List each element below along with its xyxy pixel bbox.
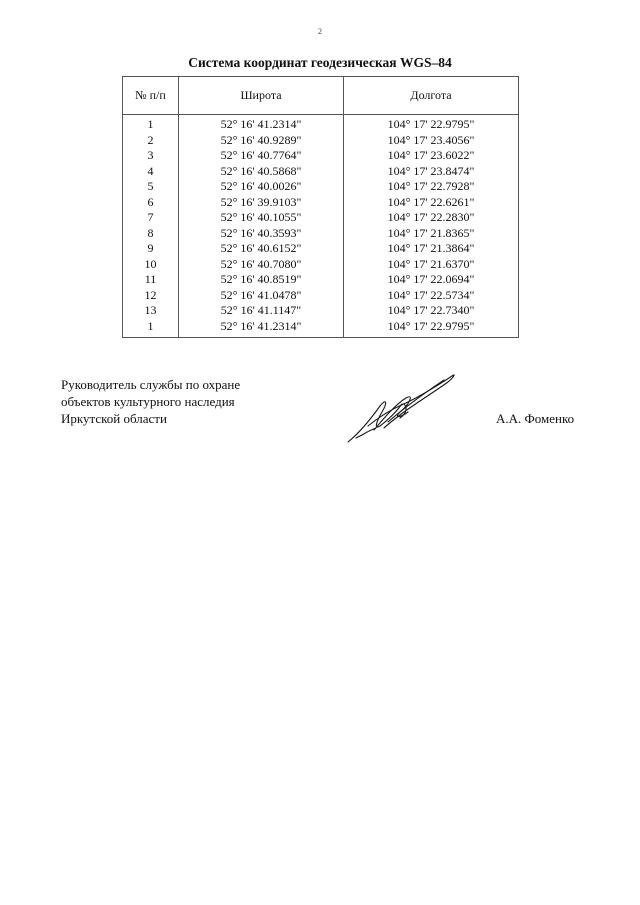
table-row xyxy=(123,179,519,195)
column-header-longitude: Долгота xyxy=(344,77,519,115)
cell-number: 5 xyxy=(123,179,179,195)
cell-longitude: 104° 17' 22.9795" xyxy=(344,115,519,133)
coordinates-table xyxy=(122,76,519,338)
cell-longitude: 104° 17' 22.7928" xyxy=(344,179,519,195)
cell-longitude: 104° 17' 21.6370" xyxy=(344,257,519,273)
position-line: объектов культурного наследия xyxy=(61,394,235,409)
cell-latitude: 52° 16' 40.8519" xyxy=(179,272,344,288)
cell-number: 13 xyxy=(123,303,179,319)
cell-number: 1 xyxy=(123,319,179,338)
cell-longitude: 104° 17' 22.5734" xyxy=(344,288,519,304)
cell-number: 7 xyxy=(123,210,179,226)
cell-longitude: 104° 17' 21.8365" xyxy=(344,226,519,242)
cell-longitude: 104° 17' 23.6022" xyxy=(344,148,519,164)
table-row xyxy=(123,133,519,149)
cell-latitude: 52° 16' 40.1055" xyxy=(179,210,344,226)
document-title: Система координат геодезическая WGS–84 xyxy=(188,55,452,70)
cell-number: 2 xyxy=(123,133,179,149)
table-row xyxy=(123,226,519,242)
cell-latitude: 52° 16' 40.6152" xyxy=(179,241,344,257)
table-row xyxy=(123,210,519,226)
cell-longitude: 104° 17' 22.9795" xyxy=(344,319,519,338)
cell-latitude: 52° 16' 40.5868" xyxy=(179,164,344,180)
table-row xyxy=(123,319,519,338)
cell-longitude: 104° 17' 22.6261" xyxy=(344,195,519,211)
cell-number: 8 xyxy=(123,226,179,242)
position-line: Иркутской области xyxy=(61,411,167,426)
position-line: Руководитель службы по охране xyxy=(61,377,241,392)
cell-number: 4 xyxy=(123,164,179,180)
table-row xyxy=(123,148,519,164)
cell-latitude: 52° 16' 41.2314" xyxy=(179,319,344,338)
signatory-name: А.А. Фоменко xyxy=(496,411,575,426)
cell-number: 12 xyxy=(123,288,179,304)
cell-number: 3 xyxy=(123,148,179,164)
table-header-row xyxy=(123,77,519,115)
table-row xyxy=(123,164,519,180)
table-row xyxy=(123,303,519,319)
cell-longitude: 104° 17' 21.3864" xyxy=(344,241,519,257)
cell-latitude: 52° 16' 40.0026" xyxy=(179,179,344,195)
table-row xyxy=(123,257,519,273)
cell-number: 9 xyxy=(123,241,179,257)
cell-latitude: 52° 16' 39.9103" xyxy=(179,195,344,211)
cell-longitude: 104° 17' 22.2830" xyxy=(344,210,519,226)
page-number: 2 xyxy=(318,27,322,36)
cell-longitude: 104° 17' 22.7340" xyxy=(344,303,519,319)
signatory-position xyxy=(61,376,240,427)
cell-number: 11 xyxy=(123,272,179,288)
cell-longitude: 104° 17' 22.0694" xyxy=(344,272,519,288)
cell-latitude: 52° 16' 40.7764" xyxy=(179,148,344,164)
column-header-number: № п/п xyxy=(123,77,179,115)
table-row xyxy=(123,288,519,304)
cell-latitude: 52° 16' 40.3593" xyxy=(179,226,344,242)
cell-number: 10 xyxy=(123,257,179,273)
cell-latitude: 52° 16' 41.2314" xyxy=(179,115,344,133)
cell-latitude: 52° 16' 40.7080" xyxy=(179,257,344,273)
table-row xyxy=(123,195,519,211)
cell-number: 6 xyxy=(123,195,179,211)
table-row xyxy=(123,272,519,288)
cell-longitude: 104° 17' 23.4056" xyxy=(344,133,519,149)
table-row xyxy=(123,115,519,133)
table-row xyxy=(123,241,519,257)
cell-latitude: 52° 16' 41.0478" xyxy=(179,288,344,304)
cell-latitude: 52° 16' 41.1147" xyxy=(179,303,344,319)
cell-longitude: 104° 17' 23.8474" xyxy=(344,164,519,180)
table-body xyxy=(123,115,519,338)
handwritten-signature xyxy=(344,368,464,448)
cell-latitude: 52° 16' 40.9289" xyxy=(179,133,344,149)
column-header-latitude: Широта xyxy=(179,77,344,115)
cell-number: 1 xyxy=(123,115,179,133)
